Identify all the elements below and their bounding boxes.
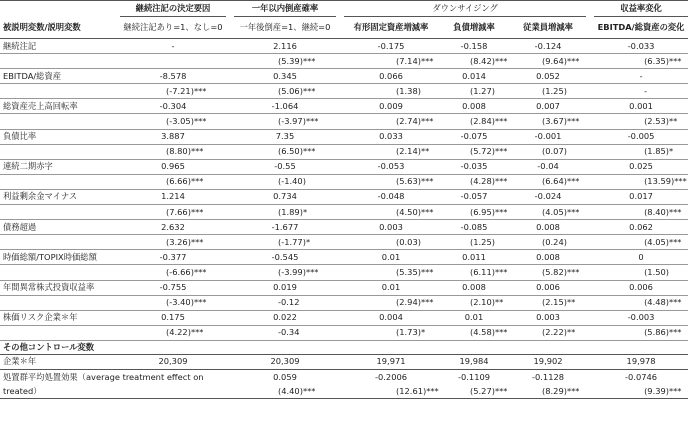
coefficient-cell: -0.001 — [510, 129, 586, 144]
group-header-bankruptcy: 一年以内倒産確率 — [234, 1, 336, 17]
tstat-cell: (2.74)*** — [394, 114, 438, 129]
tstat-cell: (-7.21)*** — [164, 84, 226, 99]
coefficient-cell: -0.035 — [438, 159, 510, 174]
tstat-cell: (6.66)*** — [164, 174, 226, 189]
coefficient-cell: 0.01 — [438, 310, 510, 325]
coef-row — [0, 189, 688, 204]
coefficient-cell: -0.124 — [510, 39, 586, 54]
coefficient-cell: 0.066 — [344, 69, 438, 84]
coefficient-cell: 0.017 — [594, 189, 688, 204]
tstat-cell: (5.35)*** — [394, 265, 438, 280]
coefficient-cell: 7.35 — [234, 129, 336, 144]
coefficient-cell: -1.064 — [234, 99, 336, 114]
ate-coefficient: -0.2006 — [375, 371, 408, 382]
observations-cell: 19,978 — [594, 354, 688, 369]
ate-coefficient: -0.0746 — [625, 371, 658, 382]
coefficient-cell: 0.022 — [234, 310, 336, 325]
coefficient-cell: -0.04 — [510, 159, 586, 174]
subheader-fixed-assets: 有形固定資産増減率 — [344, 17, 438, 39]
observations-cell: 19,971 — [344, 354, 438, 369]
group-header-downsizing: ダウンサイジング — [344, 1, 586, 17]
variable-label: 総資産売上高回転率 — [0, 99, 120, 114]
coefficient-cell: -0.075 — [438, 129, 510, 144]
tstat-cell: (6.64)*** — [540, 174, 586, 189]
variable-label: 連続二期赤字 — [0, 159, 120, 174]
tstat-cell: (6.95)*** — [468, 205, 510, 220]
tstat-cell: (1.50) — [642, 265, 688, 280]
coefficient-cell: 0.965 — [120, 159, 226, 174]
variable-label: 利益剰余金マイナス — [0, 189, 120, 204]
coefficient-cell: 0.003 — [344, 220, 438, 235]
ate-tstat: (9.39)*** — [642, 384, 688, 399]
coef-row — [0, 280, 688, 295]
tstat-cell: (1.27) — [468, 84, 510, 99]
tstat-cell: (5.86)*** — [642, 325, 688, 340]
tstat-cell: (6.11)*** — [468, 265, 510, 280]
controls-label: その他コントロール変数 — [0, 340, 688, 354]
coefficient-cell: -0.545 — [234, 250, 336, 265]
tstat-cell: (-3.40)*** — [164, 295, 226, 310]
tstat-cell: (-3.05)*** — [164, 114, 226, 129]
tstat-cell: (0.24) — [540, 235, 586, 250]
variable-label: 負債比率 — [0, 129, 120, 144]
tstat-cell: (5.39)*** — [276, 54, 336, 69]
controls-row — [0, 340, 688, 354]
tstat-cell: (4.58)*** — [468, 325, 510, 340]
tstat-row — [0, 114, 688, 129]
tstat-cell: (8.40)*** — [642, 205, 688, 220]
tstat-cell: (-1.77)* — [276, 235, 336, 250]
tstat-row — [0, 144, 688, 159]
coefficient-cell: -8.578 — [120, 69, 226, 84]
tstat-cell: (2.15)** — [540, 295, 586, 310]
coefficient-cell: -0.377 — [120, 250, 226, 265]
coefficient-cell: -0.158 — [438, 39, 510, 54]
ate-tstat: (8.29)*** — [540, 384, 586, 399]
subheader-going-concern: 継続注記あり=1、なし=0 — [120, 17, 226, 39]
tstat-cell: - — [642, 84, 688, 99]
tstat-cell: (2.84)*** — [468, 114, 510, 129]
tstat-row — [0, 205, 688, 220]
ate-tstat: (12.61)*** — [394, 384, 438, 399]
tstat-cell: (4.05)*** — [540, 205, 586, 220]
coef-row — [0, 159, 688, 174]
coefficient-cell: 0.014 — [438, 69, 510, 84]
coefficient-cell: 0.003 — [510, 310, 586, 325]
variable-label: 継続注記 — [0, 39, 120, 54]
coefficient-cell: -0.033 — [594, 39, 688, 54]
tstat-cell: (0.07) — [540, 144, 586, 159]
coefficient-cell: 0.345 — [234, 69, 336, 84]
coefficient-cell: 0.175 — [120, 310, 226, 325]
coef-row — [0, 99, 688, 114]
tstat-cell: (1.85)* — [642, 144, 688, 159]
ate-tstat: (5.27)*** — [468, 384, 510, 399]
coefficient-cell: 0.019 — [234, 280, 336, 295]
coefficient-cell: 2.632 — [120, 220, 226, 235]
coefficient-cell: -0.755 — [120, 280, 226, 295]
tstat-cell: (1.89)* — [276, 205, 336, 220]
variable-label: 年間異常株式投資収益率 — [0, 280, 120, 295]
tstat-cell: (4.50)*** — [394, 205, 438, 220]
coefficient-cell: 0.008 — [510, 250, 586, 265]
tstat-cell: (5.63)*** — [394, 174, 438, 189]
tstat-cell: (7.14)*** — [394, 54, 438, 69]
tstat-cell: (-6.66)*** — [164, 265, 226, 280]
coefficient-cell: -0.057 — [438, 189, 510, 204]
coefficient-cell: - — [594, 69, 688, 84]
tstat-cell: (7.66)*** — [164, 205, 226, 220]
coef-row — [0, 69, 688, 84]
coefficient-cell: 0.025 — [594, 159, 688, 174]
coefficient-cell: 0.008 — [438, 280, 510, 295]
observations-cell: 19,984 — [438, 354, 510, 369]
coef-row — [0, 310, 688, 325]
tstat-cell: (2.53)** — [642, 114, 688, 129]
coefficient-cell: -0.048 — [344, 189, 438, 204]
coefficient-cell: 0.01 — [344, 250, 438, 265]
tstat-cell: (8.42)*** — [468, 54, 510, 69]
tstat-cell: (4.22)*** — [164, 325, 226, 340]
ate-label: 処置群平均処置効果（average treatment effect on — [3, 371, 204, 382]
stub-header: 被説明変数/説明変数 — [0, 17, 120, 39]
coefficient-cell: -0.005 — [594, 129, 688, 144]
coefficient-cell: 0.008 — [438, 99, 510, 114]
coefficient-cell: -0.085 — [438, 220, 510, 235]
observations-cell: 20,309 — [120, 354, 226, 369]
coefficient-cell: 0.062 — [594, 220, 688, 235]
tstat-cell: (0.03) — [394, 235, 438, 250]
coef-row — [0, 39, 688, 54]
coefficient-cell: -0.053 — [344, 159, 438, 174]
coefficient-cell: 0.052 — [510, 69, 586, 84]
coefficient-cell: 0.006 — [594, 280, 688, 295]
ate-row — [0, 369, 688, 384]
coefficient-cell: 0.734 — [234, 189, 336, 204]
coefficient-cell: - — [120, 39, 226, 54]
coefficient-cell: 0.011 — [438, 250, 510, 265]
tstat-cell: (4.48)*** — [642, 295, 688, 310]
coef-row — [0, 250, 688, 265]
variable-label: 債務超過 — [0, 220, 120, 235]
tstat-cell: (3.26)*** — [164, 235, 226, 250]
tstat-row — [0, 174, 688, 189]
tstat-cell: (-3.97)*** — [276, 114, 336, 129]
tstat-cell: (6.50)*** — [276, 144, 336, 159]
tstat-row — [0, 84, 688, 99]
coefficient-cell: -0.003 — [594, 310, 688, 325]
tstat-cell: (-3.99)*** — [276, 265, 336, 280]
coefficient-cell: 0 — [594, 250, 688, 265]
tstat-cell: (5.06)*** — [276, 84, 336, 99]
coefficient-cell: 3.887 — [120, 129, 226, 144]
coefficient-cell: 0.001 — [594, 99, 688, 114]
tstat-cell: (3.67)*** — [540, 114, 586, 129]
coefficient-cell: -0.304 — [120, 99, 226, 114]
tstat-cell: (1.73)* — [394, 325, 438, 340]
coefficient-cell: -1.677 — [234, 220, 336, 235]
tstat-cell: (2.10)** — [468, 295, 510, 310]
tstat-cell: (6.35)*** — [642, 54, 688, 69]
coef-row — [0, 129, 688, 144]
coefficient-cell: 0.008 — [510, 220, 586, 235]
subheader-liabilities: 負債増減率 — [438, 17, 510, 39]
ate-coefficient: 0.059 — [273, 371, 297, 382]
coefficient-cell: 1.214 — [120, 189, 226, 204]
group-header-going-concern: 継続注記の決定要因 — [120, 1, 226, 17]
tstat-cell: (13.59)*** — [642, 174, 688, 189]
tstat-cell: (4.05)*** — [642, 235, 688, 250]
coefficient-cell: 0.033 — [344, 129, 438, 144]
variable-label: EBITDA/総資産 — [0, 69, 120, 84]
tstat-cell — [164, 54, 226, 69]
tstat-cell: (-1.40) — [276, 174, 336, 189]
ate-tstat-row — [0, 384, 688, 399]
tstat-cell: (2.94)*** — [394, 295, 438, 310]
coefficient-cell: 0.009 — [344, 99, 438, 114]
variable-label: 時価総額/TOPIX時価総額 — [0, 250, 120, 265]
ate-coefficient: -0.1109 — [458, 371, 491, 382]
tstat-row — [0, 265, 688, 280]
ate-tstat: (4.40)*** — [276, 384, 336, 399]
tstat-row — [0, 295, 688, 310]
coefficient-cell: 0.01 — [344, 280, 438, 295]
tstat-cell: (1.25) — [468, 235, 510, 250]
ate-coefficient: -0.1128 — [532, 371, 565, 382]
coefficient-cell: -0.024 — [510, 189, 586, 204]
coefficient-cell: -0.175 — [344, 39, 438, 54]
tstat-cell: (8.80)*** — [164, 144, 226, 159]
tstat-cell: (9.64)*** — [540, 54, 586, 69]
variable-label: 株価リスク企業＊年 — [0, 310, 120, 325]
coefficient-cell: 0.007 — [510, 99, 586, 114]
tstat-row — [0, 325, 688, 340]
tstat-cell: -0.34 — [276, 325, 336, 340]
coefficient-cell: 0.006 — [510, 280, 586, 295]
tstat-row — [0, 54, 688, 69]
tstat-cell: -0.12 — [276, 295, 336, 310]
ate-label-cont: treated） — [0, 384, 226, 399]
observations-row — [0, 354, 688, 369]
tstat-cell: (2.22)** — [540, 325, 586, 340]
subheader-employees: 従業員増減率 — [510, 17, 586, 39]
observations-cell: 20,309 — [234, 354, 336, 369]
tstat-cell: (1.38) — [394, 84, 438, 99]
subheader-ebitda-change: EBITDA/総資産の変化 — [594, 17, 688, 39]
subheader-bankruptcy: 一年後倒産=1、継続=0 — [234, 17, 336, 39]
observations-cell: 19,902 — [510, 354, 586, 369]
coefficient-cell: 2.116 — [234, 39, 336, 54]
observations-label: 企業＊年 — [0, 354, 120, 369]
coefficient-cell: -0.55 — [234, 159, 336, 174]
tstat-cell: (2.14)** — [394, 144, 438, 159]
tstat-row — [0, 235, 688, 250]
coef-row — [0, 220, 688, 235]
tstat-cell: (4.28)*** — [468, 174, 510, 189]
group-header-profitability: 収益率変化 — [594, 1, 688, 17]
tstat-cell: (5.72)*** — [468, 144, 510, 159]
coefficient-cell: 0.004 — [344, 310, 438, 325]
tstat-cell: (5.82)*** — [540, 265, 586, 280]
tstat-cell: (1.25) — [540, 84, 586, 99]
